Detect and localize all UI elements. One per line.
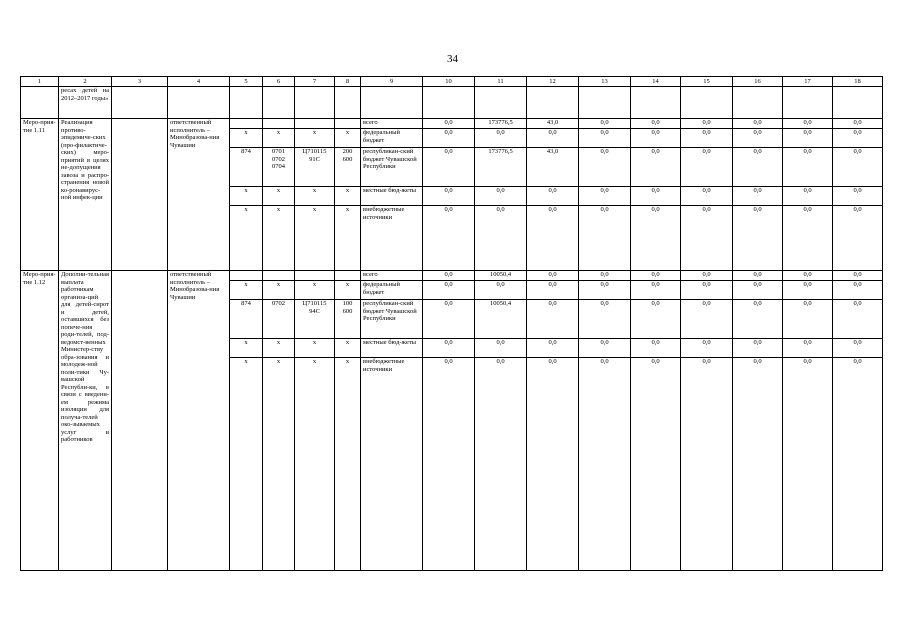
x-mark: x — [295, 358, 335, 571]
amount-cell: 0,0 — [423, 358, 475, 571]
amount-cell: 0,0 — [733, 119, 783, 129]
amount-cell: 0,0 — [579, 339, 631, 358]
amount-cell: 0,0 — [783, 148, 833, 187]
column-number: 16 — [733, 77, 783, 87]
amount-cell: 0,0 — [579, 281, 631, 300]
table-cell — [361, 87, 423, 119]
table-cell — [295, 271, 335, 281]
source-total: всего — [361, 271, 423, 281]
table-cell — [295, 87, 335, 119]
x-mark: x — [230, 358, 263, 571]
amount-cell: 0,0 — [475, 281, 527, 300]
source-federal: федеральный бюджет — [361, 129, 423, 148]
amount-cell: 0,0 — [783, 271, 833, 281]
source-republic: республикан-ский бюджет Чувашской Республики — [361, 148, 423, 187]
amount-cell: 0,0 — [423, 281, 475, 300]
column-number: 5 — [230, 77, 263, 87]
amount-cell: 0,0 — [579, 300, 631, 339]
x-mark: x — [335, 187, 361, 206]
amount-cell: 0,0 — [579, 129, 631, 148]
amount-cell: 0,0 — [833, 187, 883, 206]
table-cell — [833, 87, 883, 119]
column-number: 12 — [527, 77, 579, 87]
responsible: ответственный исполнитель – Минобразова-ния Чувашии — [168, 119, 230, 271]
source-extra: внебюджетные источники — [361, 206, 423, 271]
amount-cell: 0,0 — [783, 187, 833, 206]
amount-cell: 0,0 — [783, 300, 833, 339]
x-mark: x — [263, 339, 295, 358]
x-mark: x — [295, 129, 335, 148]
column-number: 15 — [681, 77, 733, 87]
x-mark: x — [230, 281, 263, 300]
column-number: 1 — [21, 77, 59, 87]
table-cell — [168, 87, 230, 119]
x-mark: x — [230, 206, 263, 271]
amount-cell: 0,0 — [833, 281, 883, 300]
measure-id: Меро-прия-тие 1.11 — [21, 119, 59, 271]
column-number: 7 — [295, 77, 335, 87]
amount-cell: 0,0 — [833, 206, 883, 271]
amount-cell: 0,0 — [681, 300, 733, 339]
source-republic: республикан-ский бюджет Чувашской Республики — [361, 300, 423, 339]
budget-code: 874 — [230, 148, 263, 187]
table-cell — [579, 87, 631, 119]
x-mark: x — [295, 206, 335, 271]
amount-cell: 0,0 — [423, 129, 475, 148]
amount-cell: 0,0 — [579, 206, 631, 271]
amount-cell: 0,0 — [783, 206, 833, 271]
table-cell — [475, 87, 527, 119]
amount-cell: 0,0 — [631, 206, 681, 271]
table-cell — [335, 271, 361, 281]
column-number: 9 — [361, 77, 423, 87]
x-mark: x — [335, 358, 361, 571]
x-mark: x — [230, 129, 263, 148]
amount-cell: 0,0 — [833, 148, 883, 187]
amount-cell: 0,0 — [681, 358, 733, 571]
x-mark: x — [295, 339, 335, 358]
amount-cell: 0,0 — [833, 119, 883, 129]
budget-code: 200 600 — [335, 148, 361, 187]
amount-cell: 0,0 — [423, 271, 475, 281]
amount-cell: 10050,4 — [475, 271, 527, 281]
amount-cell: 0,0 — [733, 271, 783, 281]
amount-cell: 0,0 — [527, 358, 579, 571]
column-number: 8 — [335, 77, 361, 87]
column-number-row — [21, 77, 883, 87]
table-cell — [230, 119, 263, 129]
table-cell — [335, 87, 361, 119]
amount-cell: 0,0 — [783, 339, 833, 358]
amount-cell: 0,0 — [631, 281, 681, 300]
table-cell — [112, 87, 168, 119]
x-mark: x — [295, 187, 335, 206]
amount-cell: 0,0 — [423, 119, 475, 129]
column-number: 10 — [423, 77, 475, 87]
amount-cell: 173776,5 — [475, 148, 527, 187]
amount-cell: 0,0 — [733, 129, 783, 148]
column-number: 13 — [579, 77, 631, 87]
amount-cell: 0,0 — [527, 129, 579, 148]
measure-name: Дополни-тельная выплата работникам организа-ций для детей-сирот и детей, оставшихся без попече-ния роди-телей, под-ведомст-венных Министер-ству обра-зования и молодеж-ной поли-тики Чу-вашской Республи-ки, в связи с введени-ем режима изоляции для получа-телей око-зываемых услуг и работников — [59, 271, 112, 571]
amount-cell: 0,0 — [833, 339, 883, 358]
table-cell — [631, 87, 681, 119]
amount-cell: 0,0 — [733, 358, 783, 571]
column-number: 11 — [475, 77, 527, 87]
amount-cell: 0,0 — [423, 148, 475, 187]
amount-cell: 0,0 — [579, 119, 631, 129]
x-mark: x — [263, 187, 295, 206]
amount-cell: 0,0 — [579, 271, 631, 281]
amount-cell: 0,0 — [423, 187, 475, 206]
amount-cell: 0,0 — [733, 300, 783, 339]
amount-cell: 0,0 — [631, 119, 681, 129]
budget-code: 874 — [230, 300, 263, 339]
column-number: 2 — [59, 77, 112, 87]
x-mark: x — [263, 129, 295, 148]
table-row — [21, 119, 883, 129]
amount-cell: 0,0 — [631, 300, 681, 339]
amount-cell: 0,0 — [579, 148, 631, 187]
amount-cell: 0,0 — [527, 300, 579, 339]
amount-cell: 0,0 — [631, 339, 681, 358]
amount-cell: 0,0 — [631, 187, 681, 206]
table-cell — [783, 87, 833, 119]
amount-cell: 0,0 — [631, 358, 681, 571]
table-cell — [263, 119, 295, 129]
amount-cell: 0,0 — [527, 271, 579, 281]
amount-cell: 0,0 — [631, 271, 681, 281]
measure-name: Реализация противо-эпидемиче-ских (про-филактиче-ских) меро-приятий в целях не-допущения завоза и распро-странения новой ко-ронавирус-ной инфек-ции — [59, 119, 112, 271]
amount-cell: 0,0 — [681, 271, 733, 281]
column-number: 14 — [631, 77, 681, 87]
amount-cell: 0,0 — [833, 129, 883, 148]
amount-cell: 0,0 — [681, 339, 733, 358]
amount-cell: 0,0 — [527, 281, 579, 300]
table-cell — [230, 271, 263, 281]
budget-code: 0702 — [263, 300, 295, 339]
budget-code: Ц710115 91С — [295, 148, 335, 187]
amount-cell: 10050,4 — [475, 300, 527, 339]
x-mark: x — [263, 281, 295, 300]
x-mark: x — [263, 358, 295, 571]
amount-cell: 0,0 — [783, 119, 833, 129]
amount-cell: 0,0 — [833, 271, 883, 281]
amount-cell: 0,0 — [475, 187, 527, 206]
responsible: ответственный исполнитель – Минобразова-ния Чувашии — [168, 271, 230, 571]
table-cell — [263, 271, 295, 281]
amount-cell: 0,0 — [579, 187, 631, 206]
amount-cell: 0,0 — [423, 206, 475, 271]
x-mark: x — [335, 281, 361, 300]
amount-cell: 0,0 — [631, 129, 681, 148]
table-row — [21, 271, 883, 281]
amount-cell: 43,0 — [527, 148, 579, 187]
table-cell — [423, 87, 475, 119]
amount-cell: 0,0 — [423, 300, 475, 339]
source-local: местные бюд-жеты — [361, 339, 423, 358]
amount-cell: 43,0 — [527, 119, 579, 129]
amount-cell: 0,0 — [783, 358, 833, 571]
x-mark: x — [263, 206, 295, 271]
amount-cell: 0,0 — [631, 148, 681, 187]
x-mark: x — [335, 129, 361, 148]
amount-cell: 0,0 — [833, 300, 883, 339]
source-local: местные бюд-жеты — [361, 187, 423, 206]
budget-code: 0701 0702 0704 — [263, 148, 295, 187]
budget-code: Ц710115 94С — [295, 300, 335, 339]
x-mark: x — [335, 206, 361, 271]
amount-cell: 0,0 — [783, 129, 833, 148]
measure-name-cont: ресах детей на 2012–2017 годы» — [59, 87, 112, 119]
amount-cell: 0,0 — [527, 206, 579, 271]
table-cell — [230, 87, 263, 119]
column-number: 4 — [168, 77, 230, 87]
amount-cell: 0,0 — [681, 206, 733, 271]
amount-cell: 0,0 — [681, 119, 733, 129]
amount-cell: 0,0 — [733, 339, 783, 358]
table-row — [21, 87, 883, 119]
amount-cell: 0,0 — [681, 187, 733, 206]
column-number: 6 — [263, 77, 295, 87]
table-cell — [527, 87, 579, 119]
program-table — [20, 76, 883, 571]
amount-cell: 0,0 — [423, 339, 475, 358]
amount-cell: 0,0 — [733, 187, 783, 206]
amount-cell: 0,0 — [733, 281, 783, 300]
column-number: 17 — [783, 77, 833, 87]
x-mark: x — [295, 281, 335, 300]
table-cell — [263, 87, 295, 119]
table-cell — [335, 119, 361, 129]
amount-cell: 173776,5 — [475, 119, 527, 129]
amount-cell: 0,0 — [681, 148, 733, 187]
amount-cell: 0,0 — [579, 358, 631, 571]
source-extra: внебюджетные источники — [361, 358, 423, 571]
amount-cell: 0,0 — [681, 281, 733, 300]
amount-cell: 0,0 — [733, 206, 783, 271]
source-total: всего — [361, 119, 423, 129]
table-cell — [681, 87, 733, 119]
amount-cell: 0,0 — [475, 206, 527, 271]
amount-cell: 0,0 — [527, 187, 579, 206]
page-number: 34 — [447, 53, 458, 65]
table-cell — [733, 87, 783, 119]
column-number: 18 — [833, 77, 883, 87]
budget-code: 100 600 — [335, 300, 361, 339]
amount-cell: 0,0 — [833, 358, 883, 571]
amount-cell: 0,0 — [681, 129, 733, 148]
table-cell — [21, 87, 59, 119]
amount-cell: 0,0 — [475, 129, 527, 148]
x-mark: x — [230, 339, 263, 358]
measure-id: Меро-прия-тие 1.12 — [21, 271, 59, 571]
x-mark: x — [230, 187, 263, 206]
amount-cell: 0,0 — [733, 148, 783, 187]
source-federal: федеральный бюджет — [361, 281, 423, 300]
amount-cell: 0,0 — [783, 281, 833, 300]
amount-cell: 0,0 — [475, 358, 527, 571]
empty-cell — [112, 119, 168, 271]
x-mark: x — [335, 339, 361, 358]
amount-cell: 0,0 — [475, 339, 527, 358]
empty-cell — [112, 271, 168, 571]
column-number: 3 — [112, 77, 168, 87]
amount-cell: 0,0 — [527, 339, 579, 358]
table-cell — [295, 119, 335, 129]
